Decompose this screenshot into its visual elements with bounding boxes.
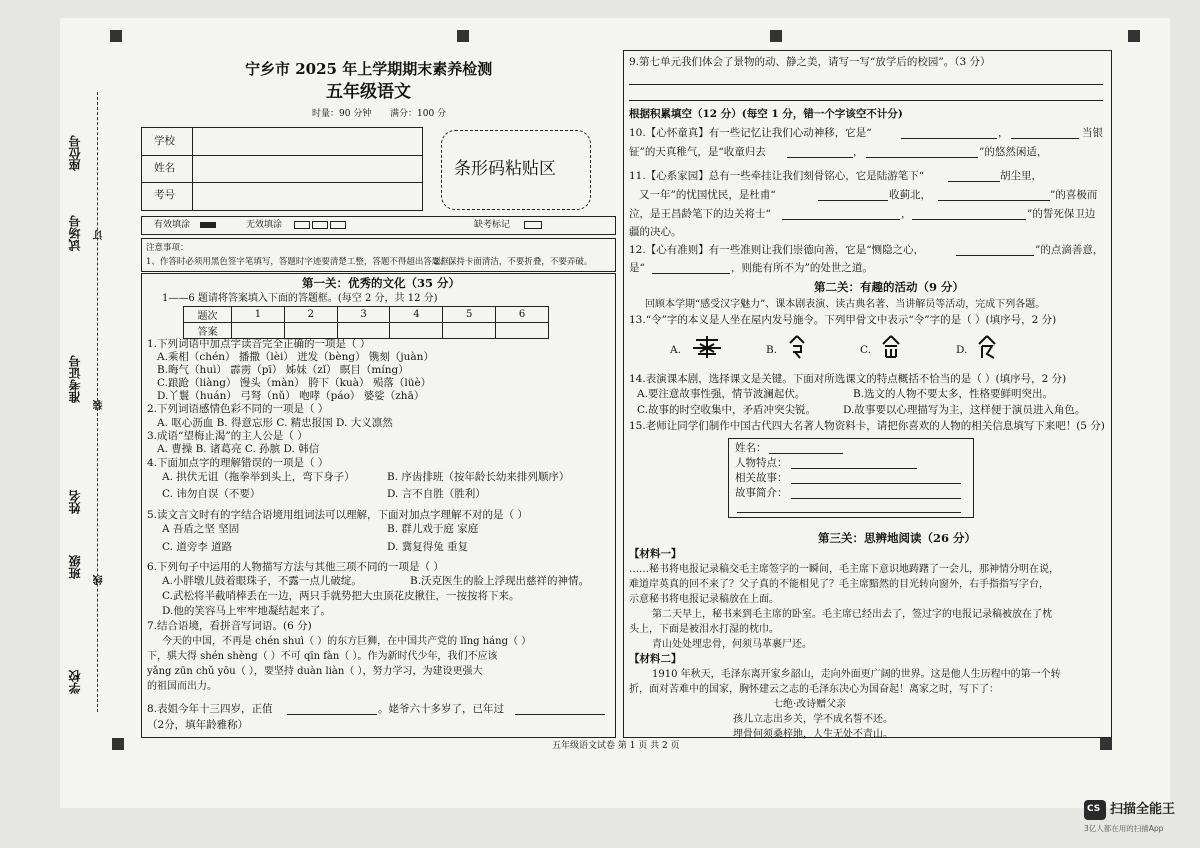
registration-mark [1128,30,1140,42]
reading-line: 难道岸英真的回不来了？父子真的不能相见了？毛主席黯然的目光转向窗外，右手指指写字台， [629,579,1049,590]
question-text: 11.【心系家园】总有一些牵挂让我们刻骨铭心，它是陆游笔下“ [629,170,925,182]
passage-line: 下，骐大得 shén shèng（ ）不可 qīn fàn（ ）。作为新时代少年，我们不应该 [147,651,498,662]
table-header: 1 [232,307,285,323]
valid-fill-sample [200,222,216,228]
answer-blank[interactable] [287,704,377,715]
material-label: 【材料一】 [629,548,682,560]
question-note: （2分，填年龄雅称） [147,719,249,731]
option-line: A.要注意故事性强，情节波澜起伏。 [637,388,806,400]
option-label: D. [956,344,968,356]
camscanner-logo-icon [1084,800,1106,820]
answer-cell[interactable] [443,323,496,339]
option-line: A.乘相（chén） 播撒（lèi） 迸发（bèng） 镌刻（juàn） [157,351,434,363]
seat-no-label: 座位号 [68,135,82,171]
card-name-label: 姓名： [735,442,767,454]
card-story-label: 相关故事： [735,472,788,484]
material-label: 【材料二】 [629,653,682,665]
card-story-input[interactable] [791,473,961,484]
question-text: 6.下列句子中运用的人物描写方法与其他三项不同的一项是（ ） [147,561,444,573]
registration-mark [110,30,122,42]
answer-blank[interactable] [912,209,1026,220]
section2-intro: 回顾本学期“感受汉字魅力”、课本剧表演、读古典名著、当讲解员等活动，完成下列各题。 [645,299,1046,310]
question-text: ， [901,208,912,220]
table-header: 6 [496,307,549,323]
registration-mark [112,738,124,750]
reading-line: 第二天早上，秘书来到毛主席的卧室。毛主席已经出去了，签过字的电报记录稿被放在了枕 [652,609,1052,620]
notes-item: 1、作答时必须用黑色签字笔填写，答题时字迹要清楚工整，答题不得超出答题框。 [146,257,458,267]
table-header: 4 [390,307,443,323]
question-text: ”的悠然闲适， [979,146,1048,158]
class-label: 班级 [68,555,82,579]
passage-line: 的祖国而出力。 [147,681,217,692]
barcode-label: 条形码粘贴区 [454,159,556,179]
watermark-brand: 扫描全能王 [1110,802,1176,817]
section1-title: 第一关：优秀的文化（35 分） [302,276,461,290]
question-text: 收蓟北， [889,189,931,201]
option-line: A 吾盾之坚 坚固 [162,523,240,535]
name-input[interactable] [194,156,420,181]
passage-line: yǎng zūn chǔ yōu（ ），要坚持 duàn liàn（ ），努力学习，为建设更强大 [147,666,483,677]
option-line: D.他的笑容马上牢牢地凝结起来了。 [162,605,331,617]
watermark-tagline: 3亿人都在用的扫描App [1084,824,1164,833]
card-summary-input[interactable] [791,488,961,499]
reading-line: 头上，下面是被泪水打湿的枕巾。 [629,624,779,635]
question-text: 10.【心怀童真】有一些记忆让我们心动神移，它是“ [629,127,872,139]
answer-blank[interactable] [901,128,997,139]
invalid-fill-sample [330,221,346,229]
binding-char: 订 [94,230,105,240]
invalid-fill-sample [294,221,310,229]
reading-line: 折，面对苦难中的国家，胸怀建云之志的毛泽东决心为国奋起！离家之时，写下了： [629,684,999,695]
absent-mark-label: 缺考标记 [474,220,511,230]
question-text: ”的喜极而 [1050,189,1098,201]
option-line: A. 呕心沥血 B. 得意忘形 C. 精忠报国 D. 大义凛然 [157,417,393,429]
room-no-label: 试场号 [68,215,82,251]
notes-box [141,238,616,272]
student-info-box [141,127,423,211]
option-line: B.选文的人物不要太多，性格要鲜明突出。 [853,388,1054,400]
option-line: C.故事的时空收集中，矛盾冲突尖锐。 [637,404,816,416]
exam-no-field-label: 考号 [154,189,175,201]
question-text: 13.“令”字的本义是人坐在屋内发号施令。下列甲骨文中表示“令”字的是（ ）(填序号，2 分) [629,314,1057,326]
oracle-glyph-d [976,334,998,360]
school-field-label: 学校 [154,135,175,147]
question-text: 2.下列词语感情色彩不同的一项是（ ） [147,403,329,415]
card-summary-line[interactable] [737,502,961,513]
question-text: 胡尘里， [1000,170,1042,182]
option-line: B. 序齿排班（按年龄长幼来排列顺序） [387,471,570,483]
section3-title: 第三关：思辨地阅读（26 分） [818,531,977,545]
section2-title: 第二关：有趣的活动（9 分） [814,280,965,294]
registration-mark [1100,738,1112,750]
question-text: 又一年”的忧国忧民，是杜甫“ [639,189,776,201]
answer-cell[interactable] [390,323,443,339]
answer-blank[interactable] [652,263,730,274]
answer-cell[interactable] [337,323,390,339]
answer-blank[interactable] [938,190,1050,201]
card-summary-label: 故事简介： [735,487,788,499]
poem-line: 埋骨何须桑梓地，人生无处不青山。 [733,729,893,740]
score-label: 满分：100 分 [390,109,447,119]
passage-line: 今天的中国，不再是 chén shuì（ ）的东方巨狮，在中国共产党的 lǐng háng（ ） [162,636,532,647]
notes-heading: 注意事项： [146,243,189,253]
answer-cell[interactable] [496,323,549,339]
registration-mark [457,30,469,42]
oracle-glyph-c [880,334,902,360]
fill-section-heading: 根据积累填空（12 分）(每空 1 分，错一个字该空不计分) [629,108,903,120]
table-header: 3 [337,307,390,323]
exam-title: 宁乡市 2025 年上学期期末素养检测 [245,60,493,78]
section1-instruction: 1——6 题请将答案填入下面的答题框。(每空 2 分，共 12 分) [162,293,438,304]
notes-item: 2、保持卡面清洁，不要折叠，不要弄破。 [434,257,593,267]
poem-title: 七绝·改诗赠父亲 [773,699,847,710]
admission-no-label: 准考证号 [68,355,82,403]
option-label: B. [766,344,778,356]
option-line: D. 冀复得兔 重复 [387,541,469,553]
answer-blank[interactable] [515,704,605,715]
exam-no-input[interactable] [194,183,420,208]
answer-blank[interactable] [948,171,1000,182]
option-line: C.踉跄（liàng） 馒头（màn） 胯下（kuà） 殒落（lüè） [157,377,432,389]
reading-line: ……秘书将电报记录稿交毛主席签字的一瞬间，毛主席下意识地踌躇了一会儿，那神情分明在说， [629,564,1059,575]
option-line: B.沃克医生的脸上浮现出慈祥的神情。 [410,575,590,587]
option-line: C. 道旁李 道路 [162,541,233,553]
question-text: 钲”的天真稚气，是“收童归去 [629,146,766,158]
school-label: 学校 [68,670,82,694]
answer-blank[interactable] [782,209,900,220]
logo-text: CS [1087,804,1101,814]
question-text: ”的点滴善意， [1035,244,1104,256]
question-text: 是“ [629,262,645,274]
option-line: B. 群儿戏于庭 家庭 [387,523,479,535]
option-line: C. 讳勿自误（不要） [162,488,261,500]
barcode-area[interactable] [441,130,591,210]
question-text: ， [998,127,1009,139]
option-line: D.故事要以心理描写为主，这样便于演员进入角色。 [843,404,1086,416]
answer-blank[interactable] [818,190,888,201]
answer-blank[interactable] [866,147,978,158]
reading-line: 示意秘书将电报记录稿放在上面。 [629,594,779,605]
valid-fill-label: 有效填涂 [154,220,191,230]
table-header: 题次 [184,307,232,323]
oracle-glyph-a [690,334,724,360]
card-traits-input[interactable] [791,458,917,469]
card-traits-label: 人物特点： [735,457,788,469]
question-text: 9.第七单元我们体会了景物的动、静之美，请写一写“放学后的校园”。（3 分） [629,56,991,68]
answer-blank[interactable] [787,147,853,158]
question-text: 1.下列词语中加点字读音完全正确的一项是（ ） [147,338,371,350]
oracle-glyph-b [786,334,808,360]
answer-table [183,306,549,339]
answer-cell[interactable] [284,323,337,339]
question-text: 8.表姐今年十三四岁，正值 [147,703,273,715]
option-line: D.丫鬟（huán） 弓弩（nǔ） 咆哮（páo） 婆娑（zhā） [157,390,425,402]
registration-mark [770,30,782,42]
invalid-fill-sample [312,221,328,229]
character-card [728,438,974,518]
writing-line[interactable] [629,100,1103,101]
question-text: ”的誓死保卫边 [1027,208,1096,220]
card-name-input[interactable] [769,443,843,454]
question-text: 12.【心有准则】有一些准则让我们崇德向善，它是“恻隐之心， [629,244,925,256]
invalid-fill-label: 无效填涂 [246,220,283,230]
name-field-label: 姓名 [154,162,175,174]
poem-line: 孩儿立志出乡关，学不成名誓不还。 [733,714,893,725]
answer-blank[interactable] [1011,128,1079,139]
reading-line: 青山处处埋忠骨，何须马革裹尸还。 [652,639,812,650]
question-text: 7.结合语境，看拼音写词语。(6 分) [147,620,312,632]
writing-line[interactable] [629,84,1103,85]
question-text: ， [853,146,864,158]
question-text: 4.下面加点字的理解错误的一项是（ ） [147,457,329,469]
fill-legend [141,216,616,235]
table-header: 5 [443,307,496,323]
question-text: 疆的决心。 [629,226,682,238]
binding-char: 线 [94,575,105,585]
absent-mark-box[interactable] [524,221,542,229]
binding-char: 装 [94,400,105,410]
name-label: 姓名 [68,490,82,514]
answer-blank[interactable] [956,245,1034,256]
question-text: 15.老师让同学们制作中国古代四大名著人物资料卡，请把你喜欢的人物的相关信息填写下来吧！(5 分) [629,420,1105,432]
option-line: A. 拱伏无诅（拖拳举到头上，弯下身子） [162,471,355,483]
subject-title: 五年级语文 [326,82,411,102]
option-line: A. 曹操 B. 诸葛亮 C. 孙膑 D. 韩信 [157,443,320,455]
school-input[interactable] [194,129,420,154]
question-text: ，则能有所不为”的处世之道。 [731,262,873,274]
time-label: 时量：90 分钟 [312,109,372,119]
question-text: 泣，是王昌龄笔下的边关将士“ [629,208,771,220]
option-line: C.武松将半截哨棒丢在一边，两只手就势把大虫顶花皮揪住，一按按将下来。 [162,590,520,602]
question-text: 14.表演课本剧，选择课文是关键。下面对所选课文的特点概括不恰当的是（ ）(填序号，2 分) [629,373,1067,385]
option-label: A. [670,344,681,356]
reading-line: 1910 年秋天，毛泽东离开家乡韶山，走向外面更广阔的世界。这是他人生历程中的第一个转 [652,669,1061,680]
question-text: 5.读文言文时有的字结合语境用组词法可以理解，下面对加点字理解不对的是（ ） [147,509,528,521]
question-text: 。姥爷六十多岁了，已年过 [378,703,504,715]
answer-cell[interactable] [232,323,285,339]
page-footer: 五年级语文试卷 第 1 页 共 2 页 [552,741,680,751]
option-line: B.晦气（huì） 霹雳（pī） 姊妹（zǐ） 瞑目（míng） [157,364,409,376]
option-line: D. 言不自胜（胜利） [387,488,486,500]
question-text: 3.成语“望梅止渴”的主人公是（ ） [147,430,308,442]
table-header: 2 [284,307,337,323]
table-answer-label: 答案 [184,323,232,339]
question-text: 当银 [1082,127,1103,139]
option-line: A.小胖墩儿鼓着眼珠子，不露一点儿破绽。 [162,575,362,587]
option-label: C. [860,344,871,356]
